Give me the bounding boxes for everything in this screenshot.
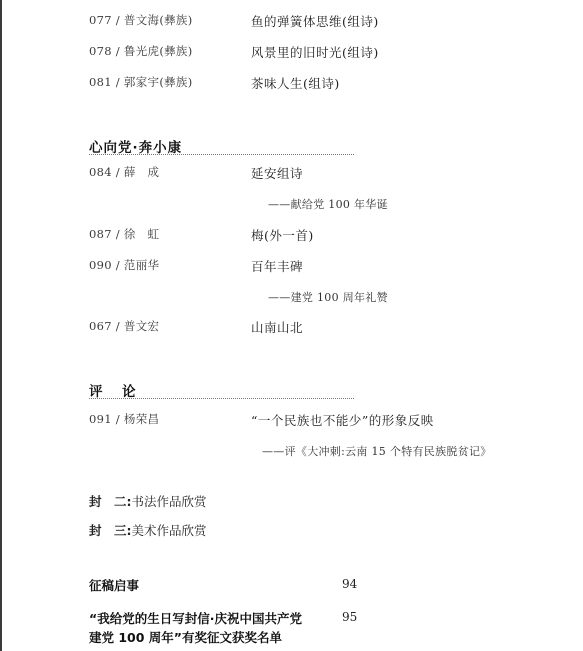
toc-title: 山南山北	[251, 320, 304, 335]
toc-subtitle: ——献给党 100 年华诞	[268, 198, 388, 211]
page-left-border	[0, 0, 2, 651]
award-list-title-line2: 建党 100 周年”有奖征文获奖名单	[89, 630, 283, 645]
toc-author: 091 / 杨荣昌	[89, 412, 160, 426]
section-divider	[89, 398, 354, 399]
toc-subtitle: ——建党 100 周年礼赞	[268, 291, 388, 304]
notice-title: 征稿启事	[89, 578, 140, 593]
award-list-page-number: 95	[342, 610, 358, 624]
section-divider	[89, 154, 354, 155]
toc-author: 077 / 普文海(彝族)	[89, 13, 193, 27]
cover-two-line	[89, 492, 207, 510]
toc-title: 延安组诗	[251, 166, 304, 181]
section-heading: 评 论	[89, 384, 139, 400]
toc-subtitle: ——评《大冲刺:云南 15 个特有民族脱贫记》	[262, 445, 492, 458]
toc-title: 茶味人生(组诗)	[251, 76, 340, 91]
toc-title: 梅(外一首)	[251, 228, 314, 243]
section-heading: 心向党·奔小康	[89, 140, 183, 156]
toc-title: 鱼的弹簧体思维(组诗)	[251, 14, 379, 29]
notice-page-number: 94	[342, 577, 358, 591]
cover-label: 封 二:	[89, 494, 132, 509]
toc-author: 067 / 普文宏	[89, 319, 160, 333]
toc-author: 078 / 鲁光虎(彝族)	[89, 44, 193, 58]
toc-author: 081 / 郭家宇(彝族)	[89, 75, 193, 89]
cover-text: 美术作品欣赏	[131, 523, 207, 538]
cover-three-line	[89, 521, 207, 539]
toc-title: 百年丰碑	[251, 259, 304, 274]
toc-title: 风景里的旧时光(组诗)	[251, 45, 379, 60]
toc-author: 087 / 徐 虹	[89, 227, 160, 241]
toc-title: “一个民族也不能少”的形象反映	[251, 413, 434, 428]
toc-author: 084 / 薛 成	[89, 165, 160, 179]
cover-text: 书法作品欣赏	[131, 494, 207, 509]
award-list-title-line1: “我给党的生日写封信·庆祝中国共产党	[89, 611, 302, 626]
cover-label: 封 三:	[89, 523, 132, 538]
toc-author: 090 / 范丽华	[89, 258, 160, 272]
